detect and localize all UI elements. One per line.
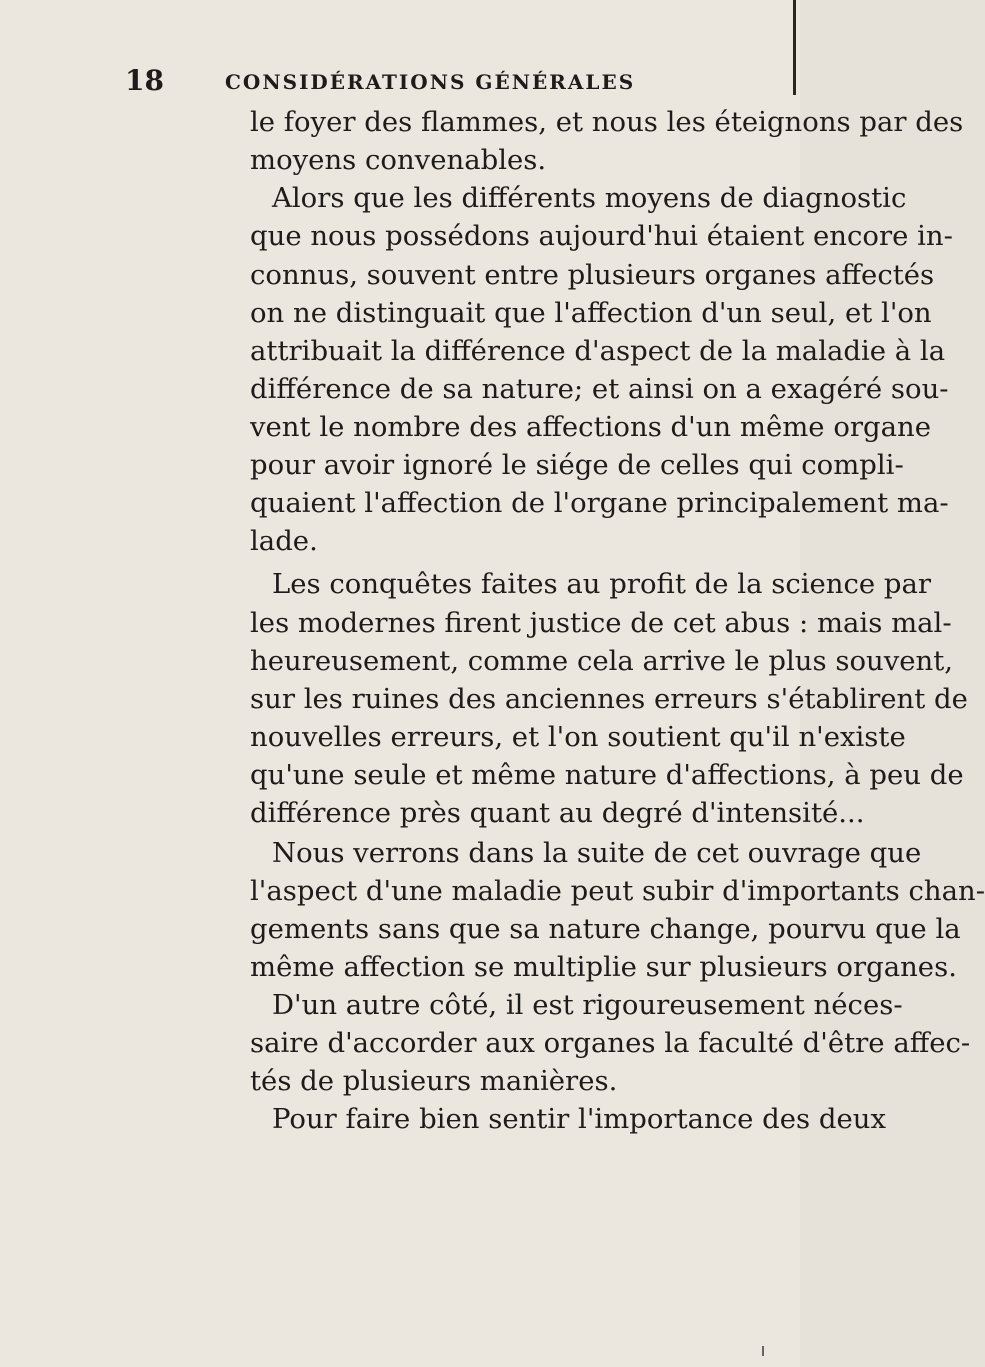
text-line: heureusement, comme cela arrive le plus souvent, — [250, 645, 954, 677]
text-line: qu'une seule et même nature d'affections, à peu de — [250, 759, 964, 791]
page-edge-shadow — [793, 0, 796, 95]
text-line: Alors que les différents moyens de diagnostic — [272, 182, 907, 214]
text-line: tés de plusieurs manières. — [250, 1065, 618, 1097]
text-line: différence de sa nature; et ainsi on a exagéré sou- — [250, 373, 949, 405]
text-line: les modernes firent justice de cet abus : mais mal- — [250, 607, 952, 639]
text-line: que nous possédons aujourd'hui étaient encore in- — [250, 220, 953, 252]
text-line: lade. — [250, 525, 318, 557]
text-line: le foyer des flammes, et nous les éteignons par des — [250, 106, 964, 138]
text-line: pour avoir ignoré le siége de celles qui compli- — [250, 449, 904, 481]
page-number: 18 — [125, 64, 164, 97]
page-header — [125, 64, 685, 104]
text-line: Pour faire bien sentir l'importance des deux — [272, 1103, 886, 1135]
print-speck — [762, 1346, 764, 1356]
text-line: l'aspect d'une maladie peut subir d'importants chan- — [250, 875, 985, 907]
text-line: moyens convenables. — [250, 144, 547, 176]
text-line: Les conquêtes faites au profit de la science par — [272, 568, 932, 600]
text-line: différence près quant au degré d'intensité... — [250, 797, 865, 829]
text-line: même affection se multiplie sur plusieurs organes. — [250, 951, 957, 983]
text-line: gements sans que sa nature change, pourvu que la — [250, 913, 961, 945]
text-line: D'un autre côté, il est rigoureusement néces- — [272, 989, 903, 1021]
text-line: vent le nombre des affections d'un même organe — [250, 411, 932, 443]
running-title: CONSIDÉRATIONS GÉNÉRALES — [225, 70, 636, 94]
text-line: sur les ruines des anciennes erreurs s'établirent de — [250, 683, 968, 715]
text-line: quaient l'affection de l'organe principalement ma- — [250, 487, 949, 519]
text-line: Nous verrons dans la suite de cet ouvrage que — [272, 837, 922, 869]
text-line: nouvelles erreurs, et l'on soutient qu'il n'existe — [250, 721, 906, 753]
text-line: saire d'accorder aux organes la faculté d'être affec- — [250, 1027, 971, 1059]
text-line: attribuait la différence d'aspect de la maladie à la — [250, 335, 946, 367]
text-line: on ne distinguait que l'affection d'un seul, et l'on — [250, 297, 932, 329]
text-line: connus, souvent entre plusieurs organes affectés — [250, 259, 935, 291]
